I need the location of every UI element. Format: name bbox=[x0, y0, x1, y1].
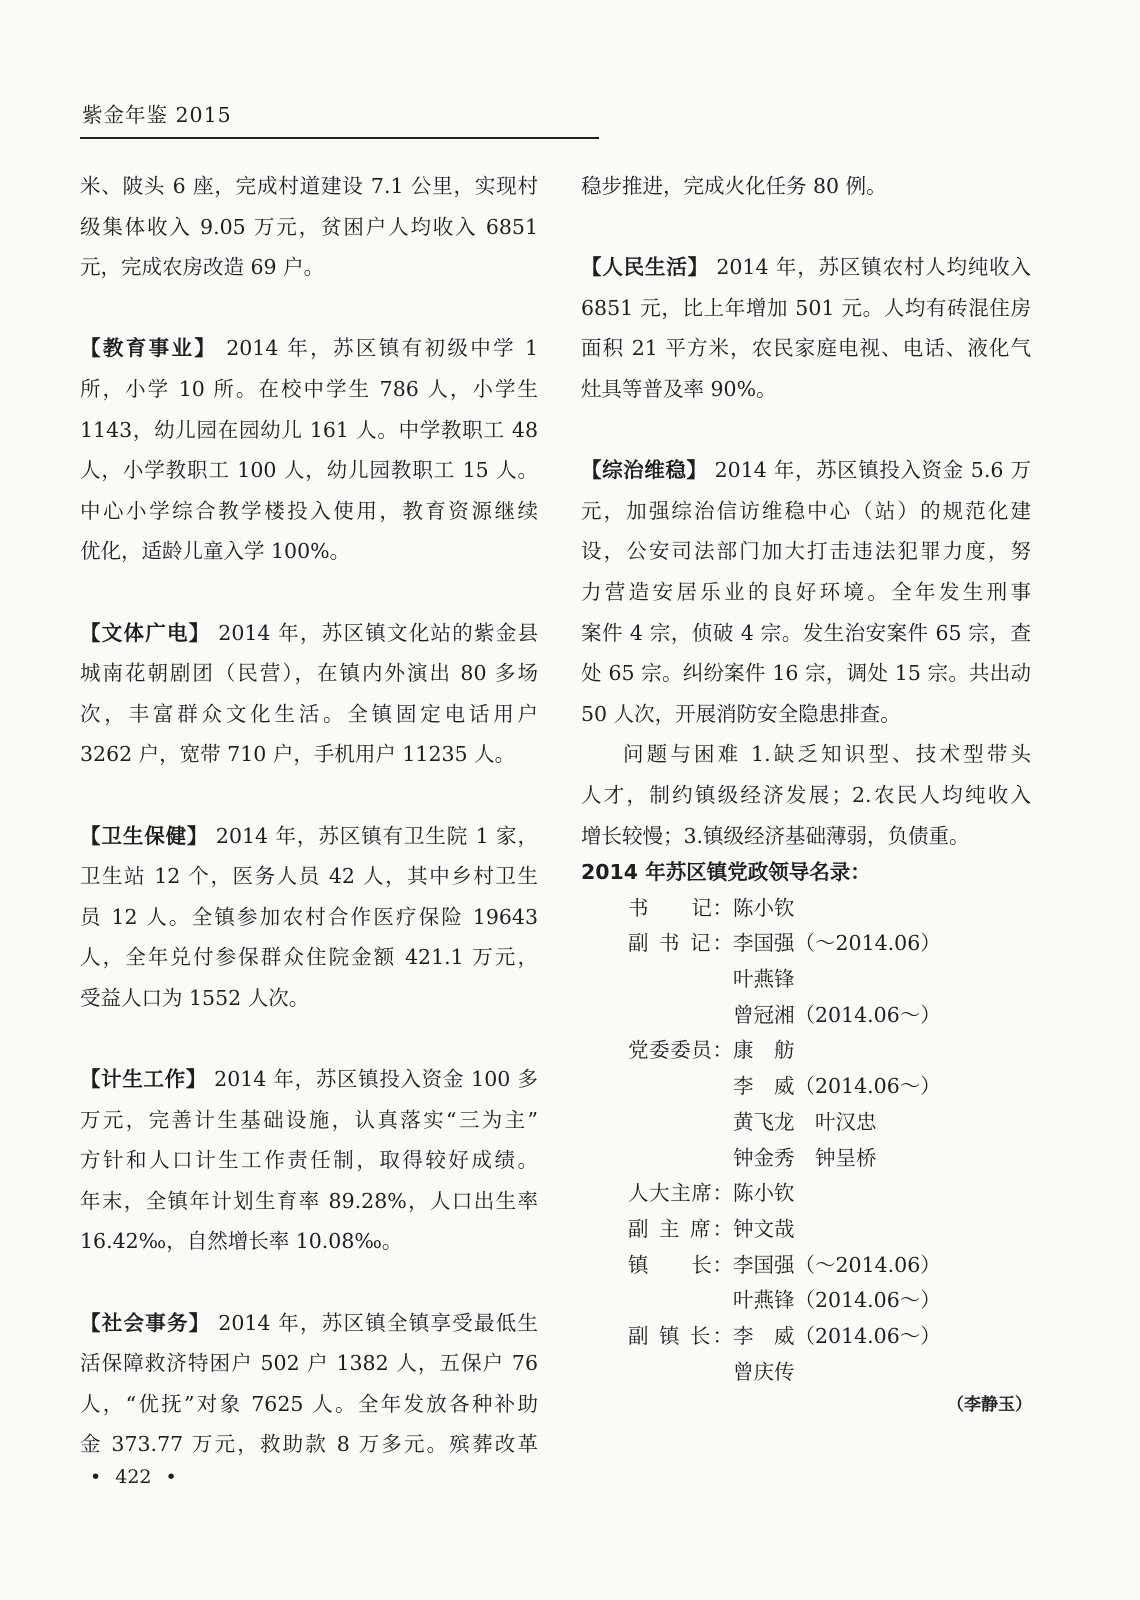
roster-name: 叶燕锋 bbox=[733, 967, 795, 992]
section-first-line-livelihood bbox=[581, 247, 1031, 288]
paragraph-line: 活保障救济特困户 502 户 1382 人，五保户 76 bbox=[80, 1351, 538, 1376]
section-text: 2014 年，苏区镇投入资金 5.6 万 bbox=[714, 458, 1031, 483]
paragraph-line: 元，完成农房改造 69 户。 bbox=[80, 255, 325, 280]
paragraph-line: 员 12 人。全镇参加农村合作医疗保险 19643 bbox=[80, 904, 538, 929]
roster-row bbox=[581, 1212, 1031, 1248]
roster-role: 副 主 席： bbox=[628, 1216, 733, 1241]
paragraph-line: 次，丰富群众文化生活。全镇固定电话用户 bbox=[80, 701, 538, 726]
problems-first-line bbox=[581, 734, 1031, 775]
section-heading: 【社会事务】 bbox=[80, 1310, 211, 1335]
roster-row bbox=[581, 1319, 1031, 1355]
roster-row bbox=[581, 1141, 1031, 1177]
right-column bbox=[581, 166, 1031, 856]
roster-name: 叶燕锋（2014.06～） bbox=[733, 1288, 941, 1313]
roster-row bbox=[581, 926, 1031, 962]
section-text: 2014 年，苏区镇有卫生院 1 家， bbox=[215, 823, 539, 848]
roster-row bbox=[581, 1176, 1031, 1212]
paragraph-line: 处 65 宗。纠纷案件 16 宗，调处 15 宗。共出动 bbox=[581, 661, 1031, 686]
roster-row bbox=[581, 1283, 1031, 1319]
roster-row bbox=[581, 1355, 1031, 1391]
header-rule bbox=[80, 137, 599, 139]
paragraph-line: 案件 4 宗，侦破 4 宗。发生治安案件 65 宗，查 bbox=[581, 620, 1031, 645]
paragraph-line: 年末，全镇年计划生育率 89.28%，人口出生率 bbox=[80, 1188, 538, 1213]
paragraph-line: 金 373.77 万元，救助款 8 万多元。殡葬改革 bbox=[80, 1432, 538, 1457]
roster-name: 曾冠湘（2014.06～） bbox=[733, 1002, 941, 1027]
page-number: • 422 • bbox=[90, 1466, 177, 1488]
roster-role: 书 记： bbox=[628, 895, 733, 920]
roster-row bbox=[581, 1069, 1031, 1105]
section-text: 2014 年，苏区镇文化站的紫金县 bbox=[218, 620, 539, 645]
section-heading: 【文体广电】 bbox=[80, 620, 211, 645]
roster-role: 副 书 记： bbox=[628, 931, 733, 956]
paragraph-line: 稳步推进，完成火化任务 80 例。 bbox=[581, 174, 887, 198]
paragraph-line: 50 人次，开展消防安全隐患排查。 bbox=[581, 701, 901, 726]
roster-name: 曾庆传 bbox=[733, 1359, 795, 1384]
paragraph-line: 人，全年兑付参保群众住院金额 421.1 万元， bbox=[80, 945, 538, 970]
section-first-line-health bbox=[80, 816, 538, 857]
roster-role: 党委委员： bbox=[628, 1038, 733, 1063]
paragraph-line: 万元，完善计生基础设施，认真落实“三为主” bbox=[80, 1107, 538, 1132]
paragraph-line: 中心小学综合教学楼投入使用，教育资源继续 bbox=[80, 498, 538, 523]
roster-name: 李 威（2014.06～） bbox=[733, 1074, 941, 1099]
section-text: 2014 年，苏区镇农村人均纯收入 bbox=[716, 255, 1031, 280]
paragraph-line: 力营造安居乐业的良好环境。全年发生刑事 bbox=[581, 579, 1031, 604]
section-text: 2014 年，苏区镇有初级中学 1 bbox=[226, 336, 538, 361]
paragraph-line: 6851 元，比上年增加 501 元。人均有砖混住房 bbox=[581, 295, 1031, 320]
section-heading: 【计生工作】 bbox=[80, 1067, 207, 1092]
roster-name: 陈小钦 bbox=[733, 1181, 795, 1206]
left-column bbox=[80, 166, 538, 1465]
section-heading: 【综治维稳】 bbox=[581, 458, 708, 483]
paragraph-line: 人，“优抚”对象 7625 人。全年发放各种补助 bbox=[80, 1391, 538, 1416]
paragraph-line: 增长较慢；3.镇级经济基础薄弱，负债重。 bbox=[581, 823, 970, 848]
roster-name: 李国强（～2014.06） bbox=[733, 1252, 941, 1277]
roster-row bbox=[581, 1105, 1031, 1141]
section-heading: 【人民生活】 bbox=[581, 255, 709, 280]
paragraph-line: 米、陂头 6 座，完成村道建设 7.1 公里，实现村 bbox=[80, 174, 538, 198]
paragraph-line: 3262 户，宽带 710 户，手机用户 11235 人。 bbox=[80, 742, 516, 767]
section-heading: 【卫生保健】 bbox=[80, 823, 209, 848]
paragraph-line: 优化，适龄儿童入学 100%。 bbox=[80, 539, 351, 564]
section-first-line-family-planning bbox=[80, 1059, 538, 1100]
paragraph-line: 级集体收入 9.05 万元，贫困户人均收入 6851 bbox=[80, 214, 538, 239]
paragraph-line: 1143，幼儿园在园幼儿 161 人。中学教职工 48 bbox=[80, 417, 538, 442]
paragraph-line: 灶具等普及率 90%。 bbox=[581, 376, 777, 401]
section-first-line-public-security bbox=[581, 450, 1031, 491]
paragraph-line: 卫生站 12 个，医务人员 42 人，其中乡村卫生 bbox=[80, 864, 538, 889]
roster-name: 李国强（～2014.06） bbox=[733, 931, 941, 956]
author-credit: （李静玉） bbox=[947, 1395, 1032, 1415]
roster-name: 陈小钦 bbox=[733, 895, 795, 920]
paragraph-line: 城南花朝剧团（民营），在镇内外演出 80 多场 bbox=[80, 661, 538, 686]
paragraph-line: 所，小学 10 所。在校中学生 786 人，小学生 bbox=[80, 376, 538, 401]
roster-name: 李 威（2014.06～） bbox=[733, 1323, 941, 1348]
roster-name: 黄飞龙 叶汉忠 bbox=[733, 1109, 877, 1134]
paragraph-line: 受益人口为 1552 人次。 bbox=[80, 985, 310, 1010]
roster-name: 康 舫 bbox=[733, 1038, 795, 1063]
roster-title: 2014 年苏区镇党政领导名录： bbox=[581, 860, 871, 884]
paragraph-line: 人，小学教职工 100 人，幼儿园教职工 15 人。 bbox=[80, 458, 538, 483]
section-first-line-education bbox=[80, 328, 538, 369]
paragraph-line: 面积 21 平方米，农民家庭电视、电话、液化气 bbox=[581, 336, 1031, 361]
section-text: 2014 年，苏区镇全镇享受最低生 bbox=[218, 1310, 539, 1335]
section-first-line-social-affairs bbox=[80, 1303, 538, 1344]
roster-row bbox=[581, 891, 1031, 927]
roster-role: 人大主席： bbox=[628, 1181, 733, 1206]
roster-role: 副 镇 长： bbox=[628, 1323, 733, 1348]
problems-label: 问题与困难 bbox=[623, 742, 742, 767]
paragraph-line: 人才，制约镇级经济发展；2.农民人均纯收入 bbox=[581, 782, 1031, 807]
paragraph-line: 元，加强综治信访维稳中心（站）的规范化建 bbox=[581, 498, 1031, 523]
roster-row bbox=[581, 962, 1031, 998]
roster-row bbox=[581, 1033, 1031, 1069]
problems-text: 1.缺乏知识型、技术型带头 bbox=[751, 742, 1031, 767]
section-first-line-culture bbox=[80, 613, 538, 654]
section-text: 2014 年，苏区镇投入资金 100 多 bbox=[214, 1067, 538, 1092]
roster-row bbox=[581, 998, 1031, 1034]
running-header-title: 紫金年鉴 2015 bbox=[82, 103, 232, 127]
paragraph-line: 16.42‰，自然增长率 10.08‰。 bbox=[80, 1229, 403, 1254]
paragraph-line: 设，公安司法部门加大打击违法犯罪力度，努 bbox=[581, 539, 1031, 564]
leadership-roster bbox=[581, 855, 1031, 1390]
paragraph-line: 方针和人口计生工作责任制，取得较好成绩。 bbox=[80, 1148, 538, 1173]
roster-name: 钟文哉 bbox=[733, 1216, 795, 1241]
roster-name: 钟金秀 钟呈桥 bbox=[733, 1145, 877, 1170]
roster-row bbox=[581, 1248, 1031, 1284]
section-heading: 【教育事业】 bbox=[80, 336, 218, 361]
roster-role: 镇 长： bbox=[628, 1252, 733, 1277]
